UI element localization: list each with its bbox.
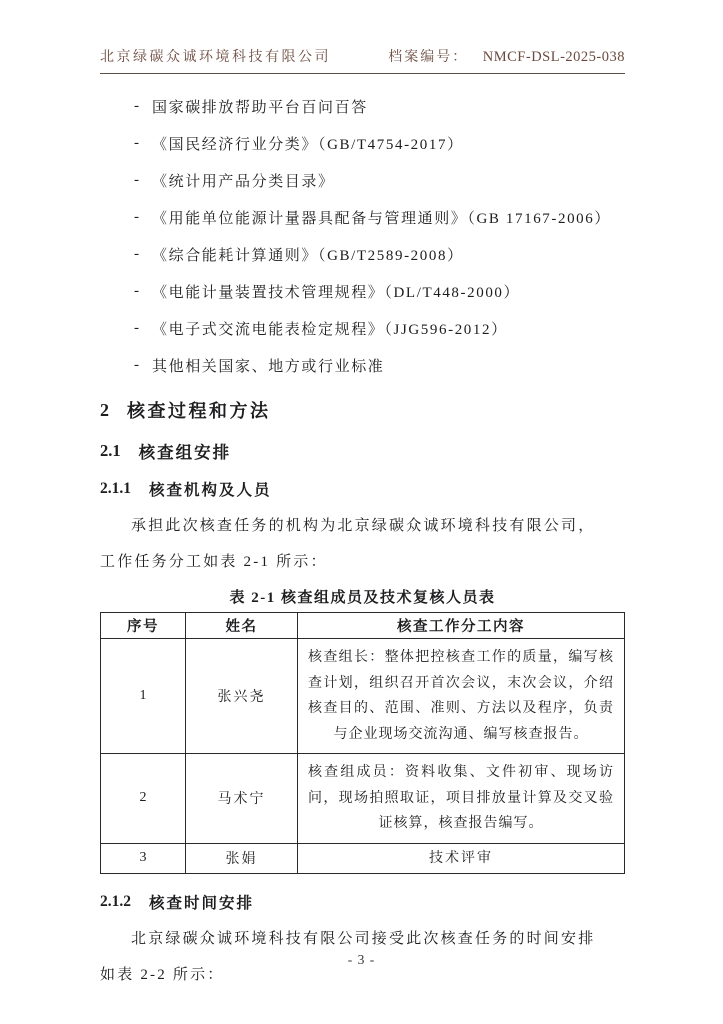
bullet-dash: - (134, 98, 139, 114)
cell-no: 3 (101, 843, 186, 874)
list-item-text: 其他相关国家、地方或行业标准 (152, 359, 385, 375)
cell-duty: 核查组长：整体把控核查工作的质量，编写核查计划，组织召开首次会议，末次会议，介绍核查目的、范围、准则、方法以及程序，负责与企业现场交流沟通、编写核查报告。 (298, 639, 625, 754)
reference-list (100, 88, 625, 384)
section-number: 2.1.2 (100, 893, 131, 910)
cell-name: 马术宁 (186, 754, 298, 844)
section-heading-2-1 (100, 432, 625, 470)
cell-no: 1 (101, 639, 186, 754)
cell-name: 张娟 (186, 843, 298, 874)
cell-duty: 技术评审 (298, 843, 625, 874)
list-item (100, 273, 625, 310)
paragraph-line: 如表 2-2 所示： (100, 966, 225, 983)
page-header (100, 46, 625, 74)
bullet-dash: - (134, 357, 139, 373)
bullet-dash: - (134, 172, 139, 188)
section-heading-2 (100, 390, 625, 430)
paragraph-line: 承担此次核查任务的机构为北京绿碳众诚环境科技有限公司， (131, 517, 596, 534)
list-item (100, 162, 625, 199)
list-item-text: 《电能计量装置技术管理规程》（DL/T448-2000） (152, 285, 521, 301)
section-number: 2 (100, 399, 109, 420)
column-header-no: 序号 (101, 613, 186, 639)
verification-team-table (100, 612, 625, 874)
archive-label: 档案编号： (388, 50, 469, 65)
section-title: 核查组安排 (138, 443, 232, 462)
company-name: 北京绿碳众诚环境科技有限公司 (100, 50, 331, 65)
list-item (100, 236, 625, 273)
section-number: 2.1.1 (100, 480, 131, 497)
table-caption: 表 2-1 核查组成员及技术复核人员表 (229, 589, 496, 606)
section-title: 核查时间安排 (149, 895, 255, 912)
bullet-dash: - (134, 283, 139, 299)
cell-name: 张兴尧 (186, 639, 298, 754)
archive-number-group (388, 46, 625, 66)
page-number: - 3 - (347, 952, 376, 967)
bullet-dash: - (134, 246, 139, 262)
list-item-text: 国家碳排放帮助平台百问百答 (152, 100, 368, 116)
list-item-text: 《统计用产品分类目录》 (152, 174, 335, 190)
section-title: 核查机构及人员 (149, 482, 272, 499)
bullet-dash: - (134, 135, 139, 151)
cell-duty: 核查组成员：资料收集、文件初审、现场访问，现场拍照取证，项目排放量计算及交叉验证核算，核查报告编写。 (298, 754, 625, 844)
bullet-dash: - (134, 320, 139, 336)
list-item-text: 《用能单位能源计量器具配备与管理通则》（GB 17167-2006） (152, 211, 611, 227)
archive-number: NMCF-DSL-2025-038 (482, 49, 625, 65)
section-title: 核查过程和方法 (127, 401, 271, 421)
table-row (101, 754, 625, 844)
list-item-text: 《综合能耗计算通则》（GB/T2589-2008） (152, 248, 464, 264)
section-number: 2.1 (100, 441, 121, 460)
list-item (100, 347, 625, 384)
table-row (101, 639, 625, 754)
list-item-text: 《国民经济行业分类》（GB/T4754-2017） (152, 137, 464, 153)
paragraph-line: 北京绿碳众诚环境科技有限公司接受此次核查任务的时间安排 (131, 930, 596, 947)
table-header-row (101, 613, 625, 639)
bullet-dash: - (134, 209, 139, 225)
paragraph-line: 工作任务分工如表 2-1 所示： (100, 553, 328, 570)
table-row (101, 843, 625, 874)
list-item (100, 88, 625, 125)
cell-no: 2 (101, 754, 186, 844)
list-item (100, 199, 625, 236)
list-item-text: 《电子式交流电能表检定规程》（JJG596-2012） (152, 322, 508, 338)
list-item (100, 310, 625, 347)
section-heading-2-1-2 (100, 885, 625, 919)
column-header-duty: 核查工作分工内容 (298, 613, 625, 639)
column-header-name: 姓名 (186, 613, 298, 639)
section-heading-2-1-1 (100, 472, 625, 506)
list-item (100, 125, 625, 162)
